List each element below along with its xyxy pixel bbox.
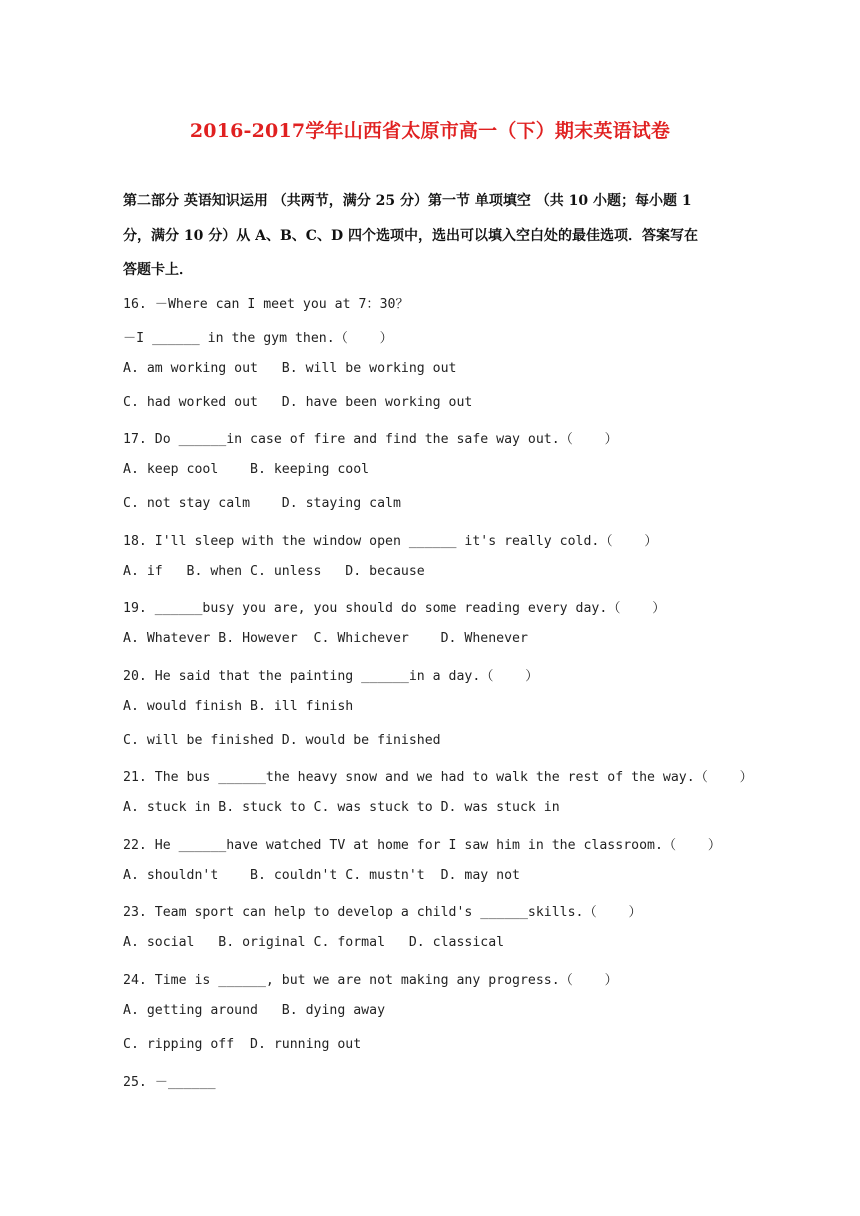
question-21-stem: 21. The bus ______the heavy snow and we had to walk the rest of the way.（ ） (123, 770, 753, 785)
question-20-options: C. will be finished D. would be finished (123, 733, 441, 748)
question-21-options: A. stuck in B. stuck to C. was stuck to D. was stuck in (123, 800, 560, 815)
question-22-options: A. shouldn't B. couldn't C. mustn't D. may not (123, 868, 520, 883)
question-24-options: C. ripping off D. running out (123, 1037, 362, 1052)
question-23-options: A. social B. original C. formal D. classical (123, 935, 505, 950)
question-18-stem: 18. I'll sleep with the window open ______ it's really cold.（ ） (123, 534, 658, 549)
question-23-stem: 23. Team sport can help to develop a child's ______skills.（ ） (123, 905, 642, 920)
section-intro-line: 分，满分 10 分）从 A、B、C、D 四个选项中，选出可以填入空白处的最佳选项．答案写在 (123, 228, 698, 244)
question-17-options: A. keep cool B. keeping cool (123, 462, 370, 477)
question-20-options: A. would finish B. ill finish (123, 699, 354, 714)
question-24-stem: 24. Time is ______, but we are not making any progress.（ ） (123, 973, 618, 988)
question-16-stem: 16. －Where can I meet you at 7：30？ (123, 297, 409, 312)
question-17-options: C. not stay calm D. staying calm (123, 496, 401, 511)
question-16-options: A. am working out B. will be working out (123, 361, 457, 376)
question-18-options: A. if B. when C. unless D. because (123, 564, 425, 579)
section-intro-line: 答题卡上． (123, 262, 193, 278)
question-16-stem-cont: －I ______ in the gym then.（ ） (123, 331, 393, 346)
question-17-stem: 17. Do ______in case of fire and find the safe way out.（ ） (123, 432, 618, 447)
question-22-stem: 22. He ______have watched TV at home for I saw him in the classroom.（ ） (123, 838, 722, 853)
question-19-options: A. Whatever B. However C. Whichever D. Whenever (123, 631, 528, 646)
question-20-stem: 20. He said that the painting ______in a day.（ ） (123, 669, 539, 684)
section-intro-line: 第二部分 英语知识运用 （共两节，满分 25 分）第一节 单项填空 （共 10 小题；每小题 1 (123, 193, 692, 209)
question-25-stem: 25. －______ (123, 1075, 216, 1090)
document-title: 2016-2017学年山西省太原市高一（下）期末英语试卷 (189, 120, 671, 142)
question-16-options: C. had worked out D. have been working out (123, 395, 473, 410)
question-24-options: A. getting around B. dying away (123, 1003, 386, 1018)
question-19-stem: 19. ______busy you are, you should do some reading every day.（ ） (123, 601, 666, 616)
